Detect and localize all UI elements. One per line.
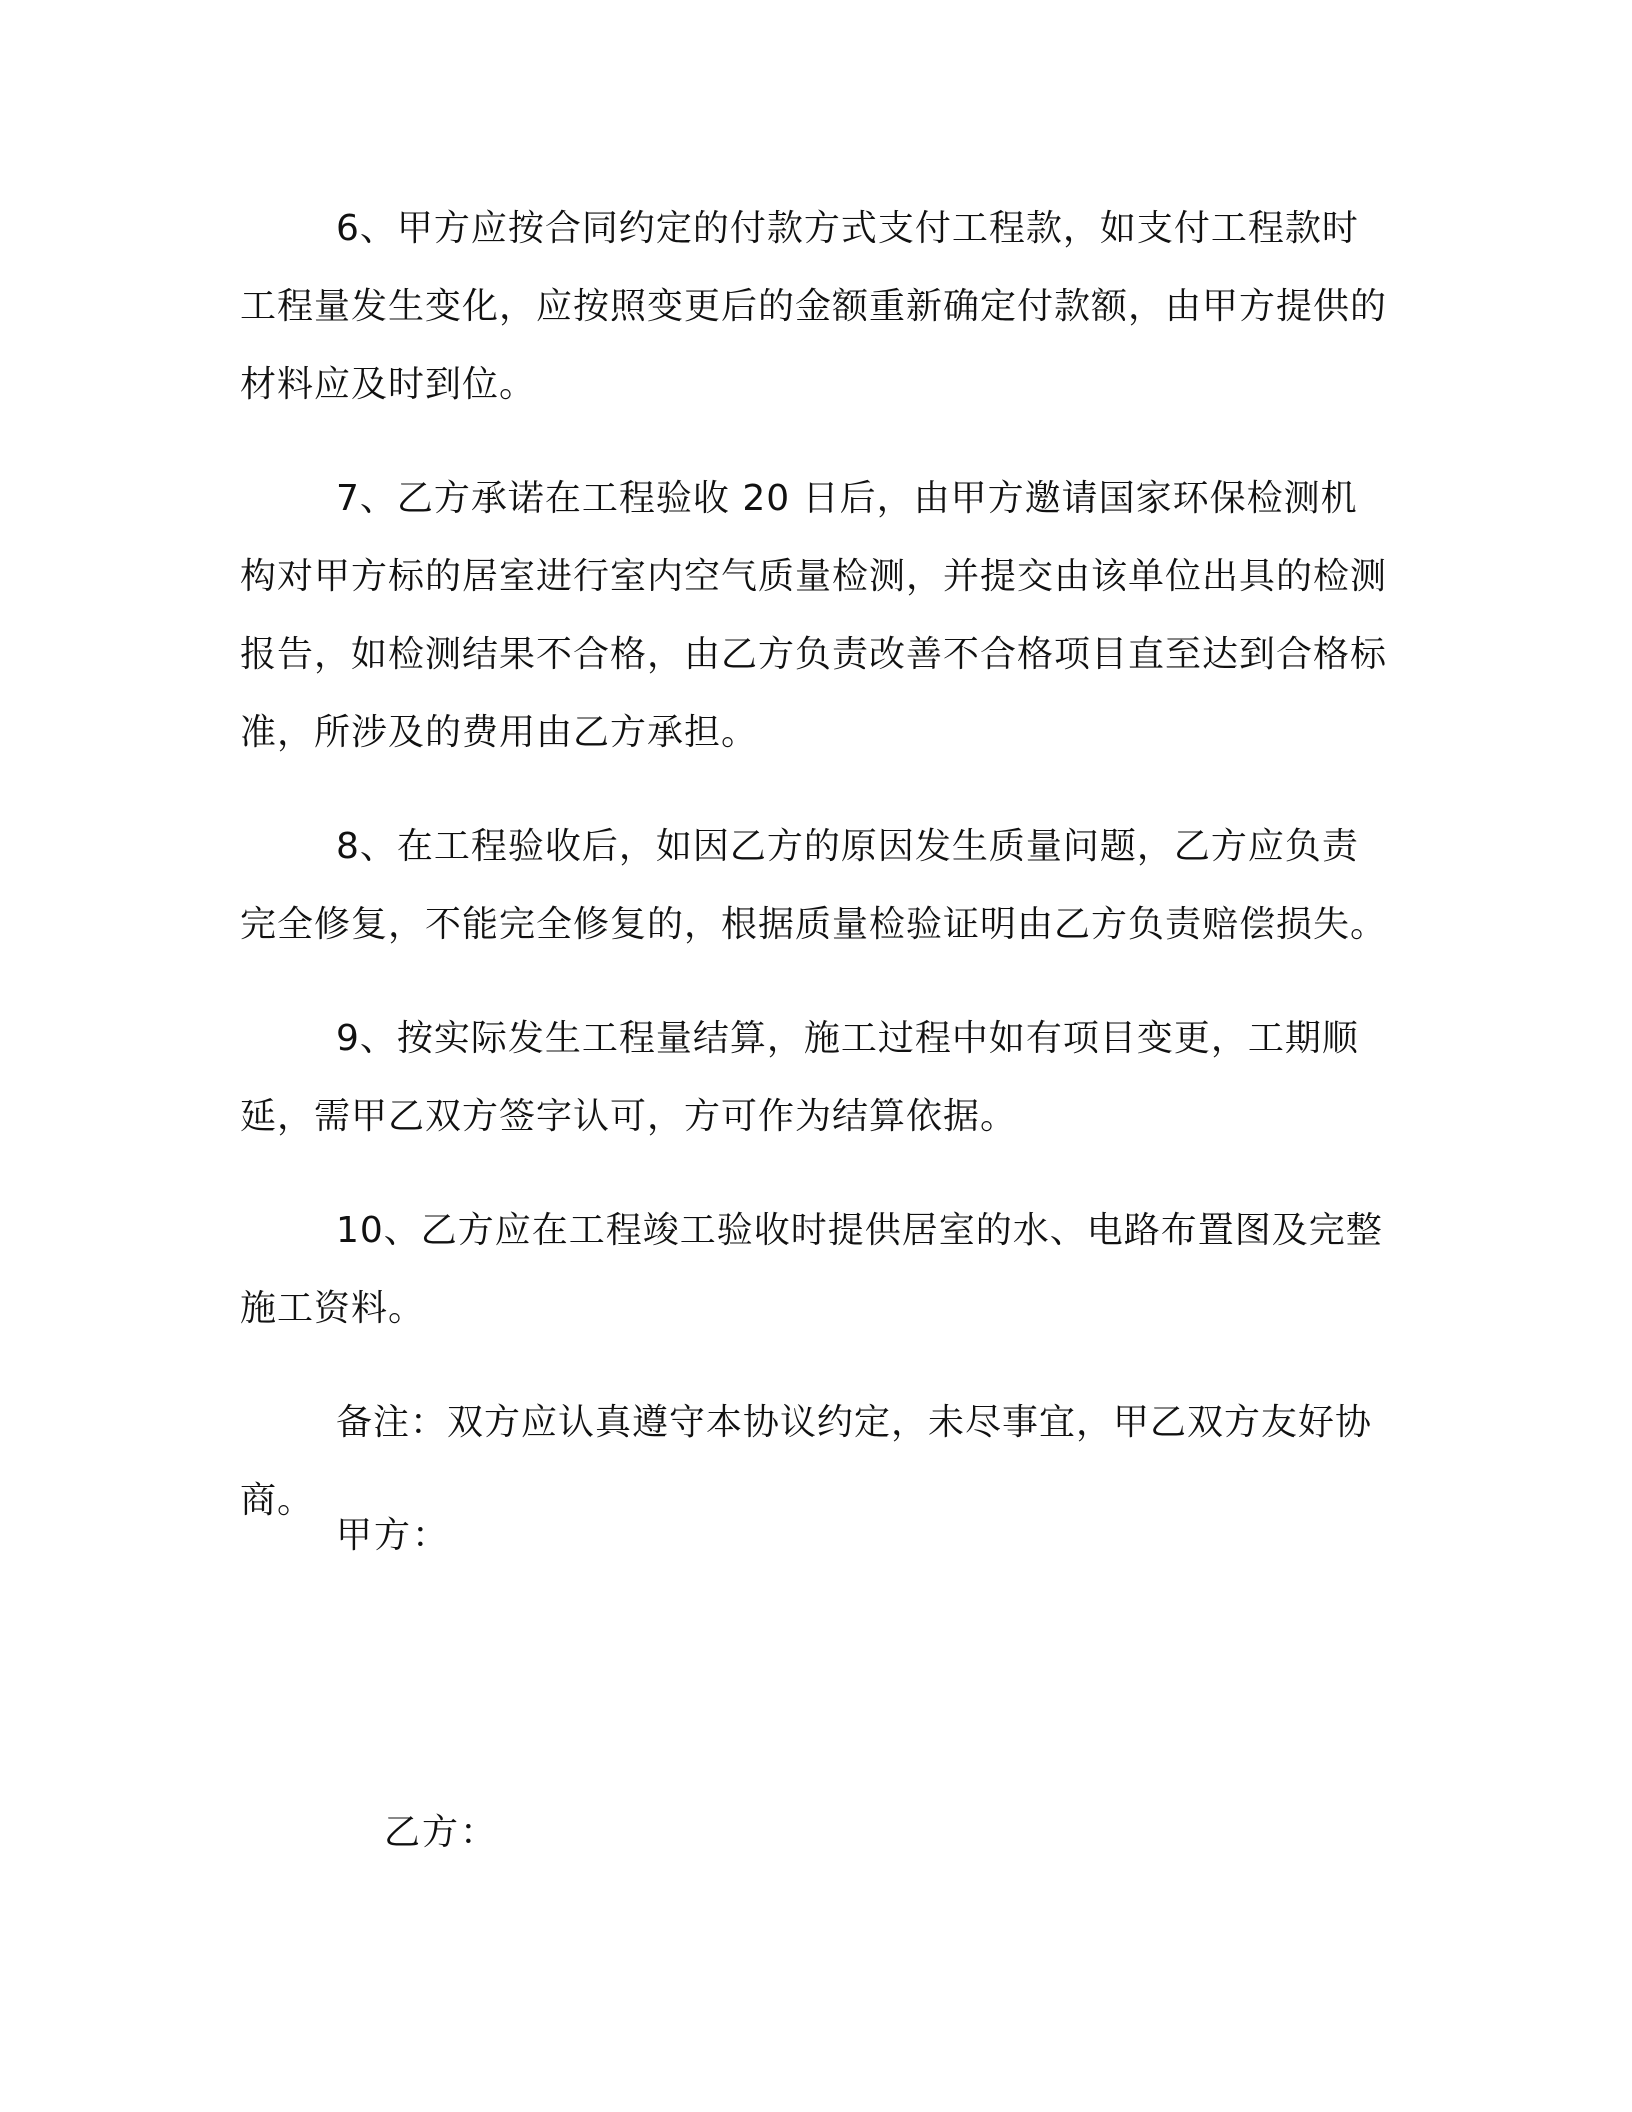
clause-9: 9、按实际发生工程量结算，施工过程中如有项目变更，工期顺延，需甲乙双方签字认可，方可作为结算依据。 [240,1018,1359,1137]
clause-7: 7、乙方承诺在工程验收 20 日后，由甲方邀请国家环保检测机构对甲方标的居室进行室内空气质量检测，并提交由该单位出具的检测报告，如检测结果不合格，由乙方负责改善不合格项目直至达到合格标准，所涉及的费用由乙方承担。 [240,478,1388,753]
clause-6: 6、甲方应按合同约定的付款方式支付工程款，如支付工程款时工程量发生变化，应按照变更后的金额重新确定付款额，由甲方提供的材料应及时到位。 [240,208,1388,405]
party-a-signature-label: 甲方： [336,1515,451,1556]
remarks-note: 备注：双方应认真遵守本协议约定，未尽事宜，甲乙双方友好协商。 [240,1402,1373,1521]
clause-10: 10、乙方应在工程竣工验收时提供居室的水、电路布置图及完整施工资料。 [240,1210,1383,1329]
document-body [240,190,1390,1576]
clause-8: 8、在工程验收后，如因乙方的原因发生质量问题，乙方应负责完全修复，不能完全修复的，根据质量检验证明由乙方负责赔偿损失。 [240,826,1388,945]
party-b-signature-label: 乙方： [384,1812,499,1853]
